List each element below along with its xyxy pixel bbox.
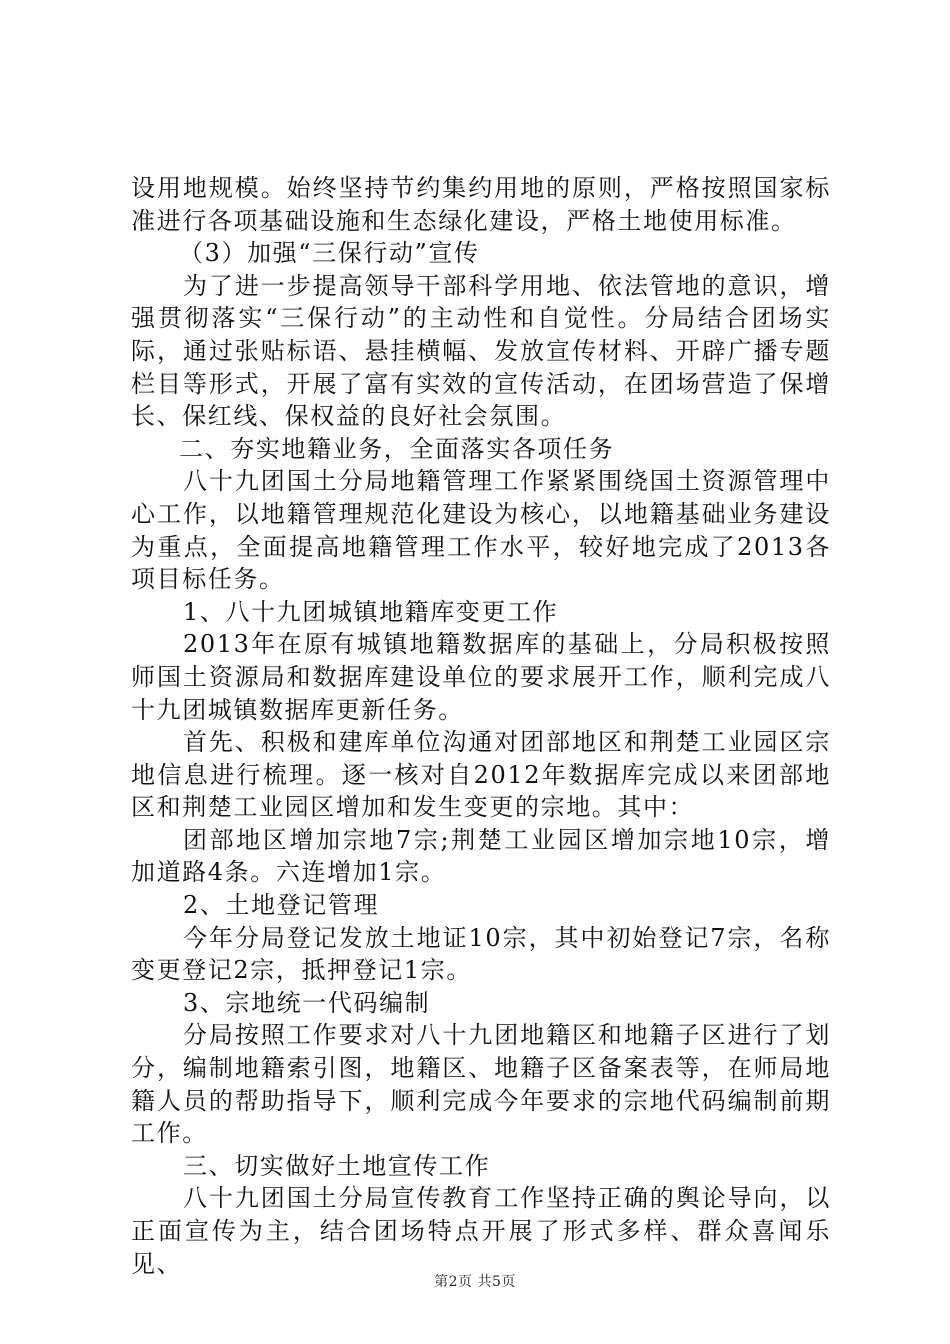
paragraph-parcel-review: 首先、积极和建库单位沟通对团部地区和荆楚工业园区宗地信息进行梳理。逐一核对自2012年数据库完成以来团部地区和荆楚工业园区增加和发生变更的宗地。其中： (131, 728, 831, 822)
paragraph-publicity-activities: 为了进一步提高领导干部科学用地、依法管地的意识，增强贯彻落实“三保行动”的主动性和自觉性。分局结合团场实际，通过张贴标语、悬挂横幅、发放宣传材料、开辟广播专题栏目等形式，开展了富有实效的宣传活动，在团场营造了保增长、保红线、保权益的良好社会氛围。 (131, 271, 831, 431)
document-body (131, 172, 831, 1280)
heading-three-protections-publicity: （3）加强“三保行动”宣传 (179, 239, 480, 268)
paragraph-publicity-education: 八十九团国土分局宣传教育工作坚持正确的舆论导向，以正面宣传为主，结合团场特点开展了形式多样、群众喜闻乐见、 (131, 1184, 831, 1278)
paragraph-parcel-counts: 团部地区增加宗地7宗;荆楚工业园区增加宗地10宗，增加道路4条。六连增加1宗。 (131, 825, 831, 887)
paragraph-cadastral-management: 八十九团国土分局地籍管理工作紧紧围绕国土资源管理中心工作，以地籍管理规范化建设为核心，以地籍基础业务建设为重点，全面提高地籍管理工作水平，较好地完成了2013各项目标任务。 (131, 467, 831, 594)
heading-parcel-code: 3、宗地统一代码编制 (183, 988, 431, 1017)
paragraph-parcel-code-work: 分局按照工作要求对八十九团地籍区和地籍子区进行了划分，编制地籍索引图，地籍区、地籍子区备案表等，在师局地籍人员的帮助指导下，顺利完成今年要求的宗地代码编制前期工作。 (131, 1021, 831, 1148)
paragraph-land-scale: 设用地规模。始终坚持节约集约用地的原则，严格按照国家标准进行各项基础设施和生态绿化建设，严格土地使用标准。 (131, 174, 831, 235)
paragraph-registration-counts: 今年分局登记发放土地证10宗，其中初始登记7宗，名称变更登记2宗，抵押登记1宗。 (131, 923, 831, 985)
heading-land-publicity: 三、切实做好土地宣传工作 (183, 1151, 491, 1180)
heading-land-registration: 2、土地登记管理 (183, 891, 380, 920)
paragraph-database-update: 2013年在原有城镇地籍数据库的基础上，分局积极按照师国土资源局和数据库建设单位的要求展开工作，顺利完成八十九团城镇数据库更新任务。 (131, 630, 831, 724)
page-number-footer: 第2页 共5页 (434, 1274, 516, 1290)
heading-cadastral-business: 二、夯实地籍业务，全面落实各项任务 (179, 434, 615, 463)
heading-urban-cadastre-update: 1、八十九团城镇地籍库变更工作 (183, 597, 559, 626)
